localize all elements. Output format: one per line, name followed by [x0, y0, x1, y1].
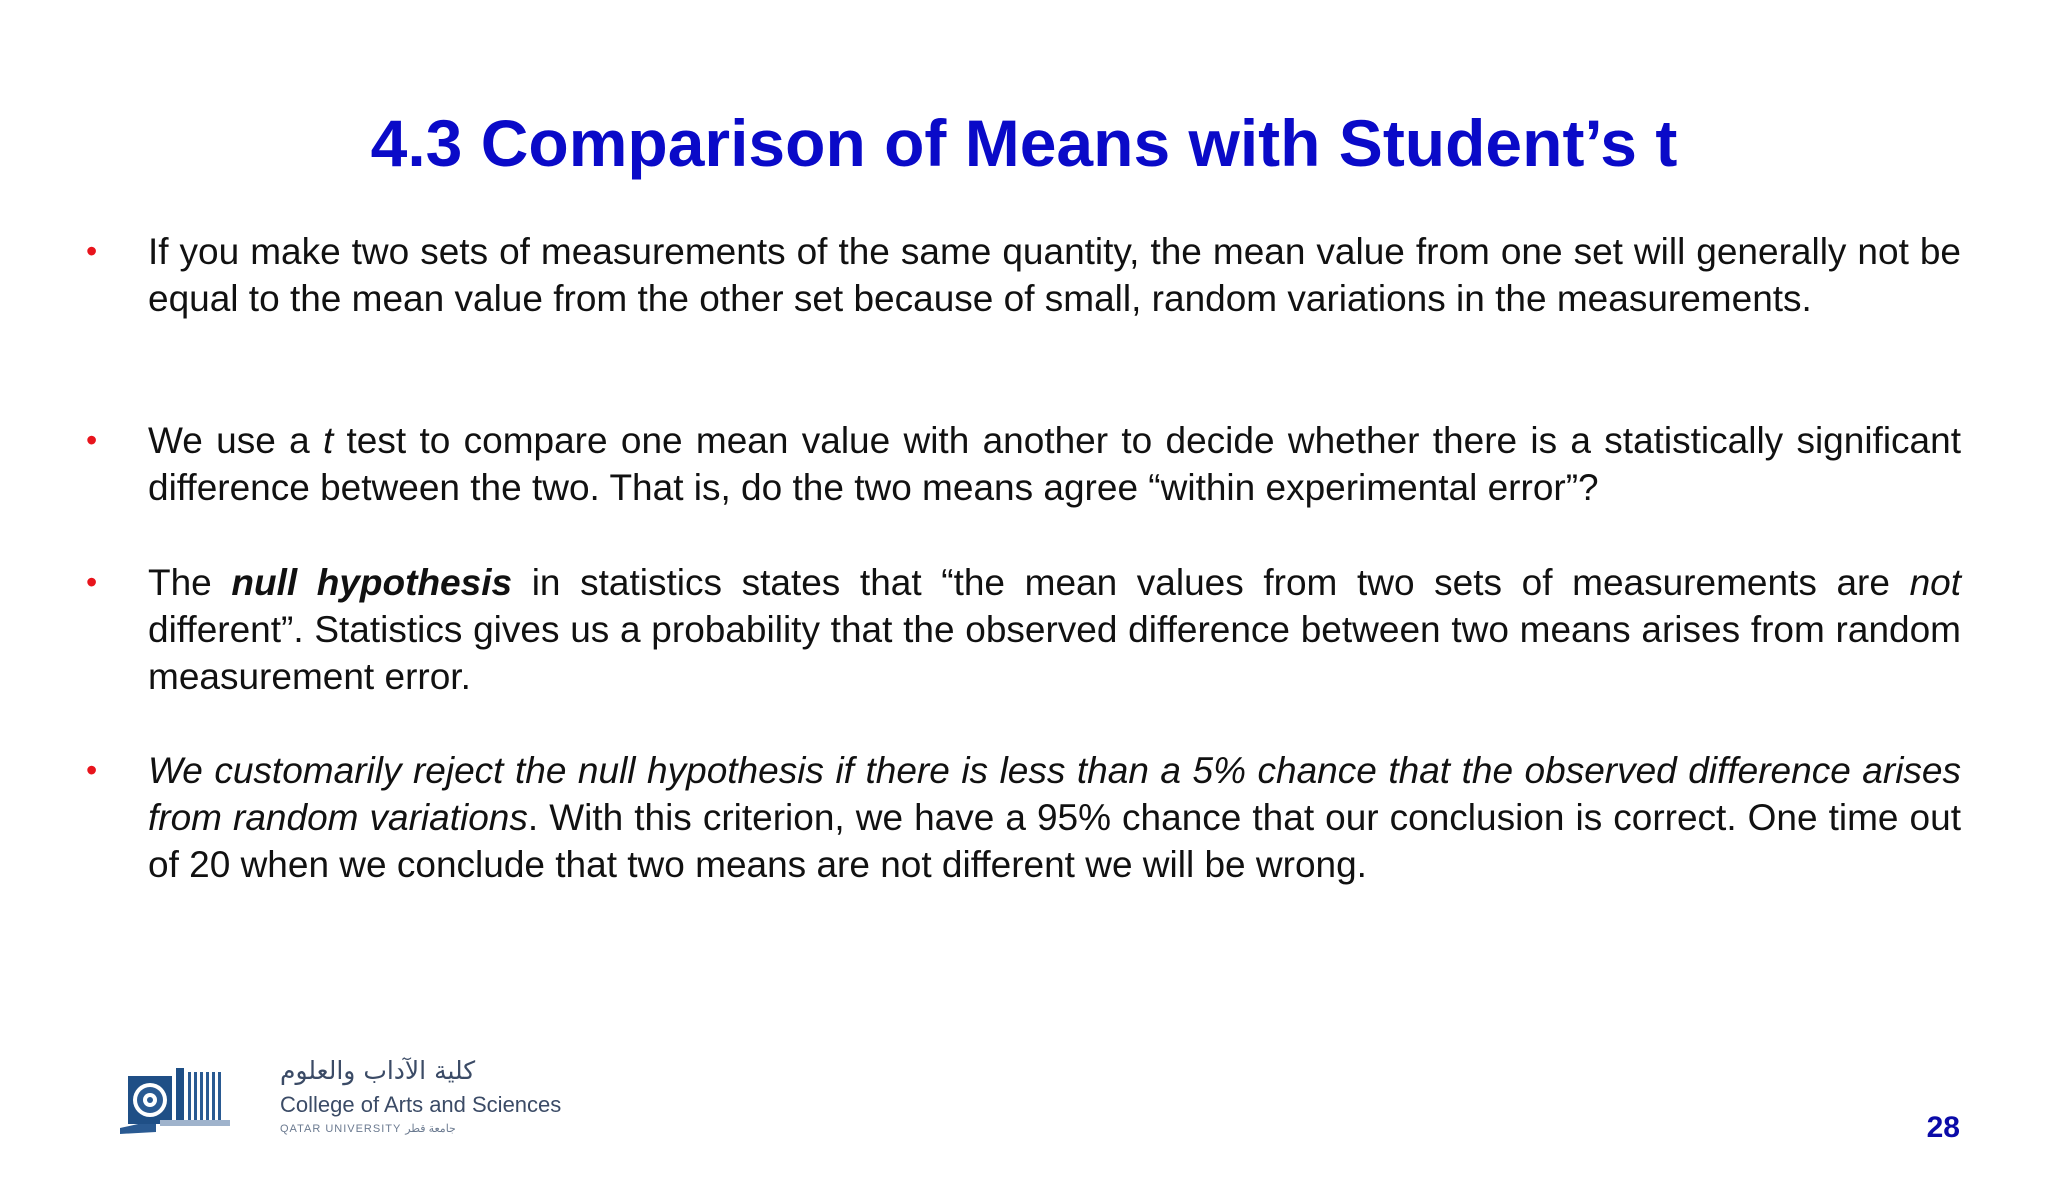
null-hypothesis-term: null hypothesis — [231, 562, 513, 603]
bullet-text — [148, 417, 1961, 511]
bullet-segment: We use a — [148, 420, 323, 461]
bullet-marker: • — [86, 564, 98, 600]
bullet-segment-italic: not — [1909, 562, 1961, 603]
bullet-marker: • — [86, 233, 98, 269]
bullet-text — [148, 747, 1961, 888]
bullet-segment-italic: t — [322, 420, 334, 461]
slide-title: 4.3 Comparison of Means with Student’s t — [370, 106, 1678, 180]
bullet-marker: • — [86, 752, 98, 788]
bullet-segment: test to compare one mean value with another to decide whether there is a statistically significant difference between the two. That is, do the two means agree “within experimental error”? — [148, 420, 1961, 508]
page-number: 28 — [1926, 1111, 1960, 1144]
bullet-segment: different”. Statistics gives us a probability that the observed difference between two means arises from random measurement error. — [148, 609, 1961, 697]
bullet-marker: • — [86, 422, 98, 458]
logo-english-text: College of Arts and Sciences — [280, 1092, 562, 1117]
university-emblem-icon — [120, 1062, 250, 1134]
logo-arabic-text: كلية الآداب والعلوم — [280, 1056, 476, 1085]
bullet-text — [148, 228, 1961, 322]
bullet-segment: If you make two sets of measurements of the same quantity, the mean value from one set will generally not be equal to the mean value from the other set because of small, random variations in the measurements. — [148, 231, 1961, 319]
logo-university-text: QATAR UNIVERSITY جامعة قطر — [280, 1123, 456, 1135]
bullet-segment: in statistics states that “the mean values from two sets of measurements are — [512, 562, 1910, 603]
bullet-text — [148, 559, 1961, 700]
bullet-segment-italic: We customarily reject the null hypothesis if there is less than a 5% chance that the observed difference arises from random variations — [148, 750, 1961, 838]
bullet-segment: . With this criterion, we have a 95% chance that our conclusion is correct. One time out of 20 when we conclude that two means are not different we will be wrong. — [148, 797, 1961, 885]
college-logo — [120, 1056, 600, 1140]
bullet-segment: The — [148, 562, 232, 603]
